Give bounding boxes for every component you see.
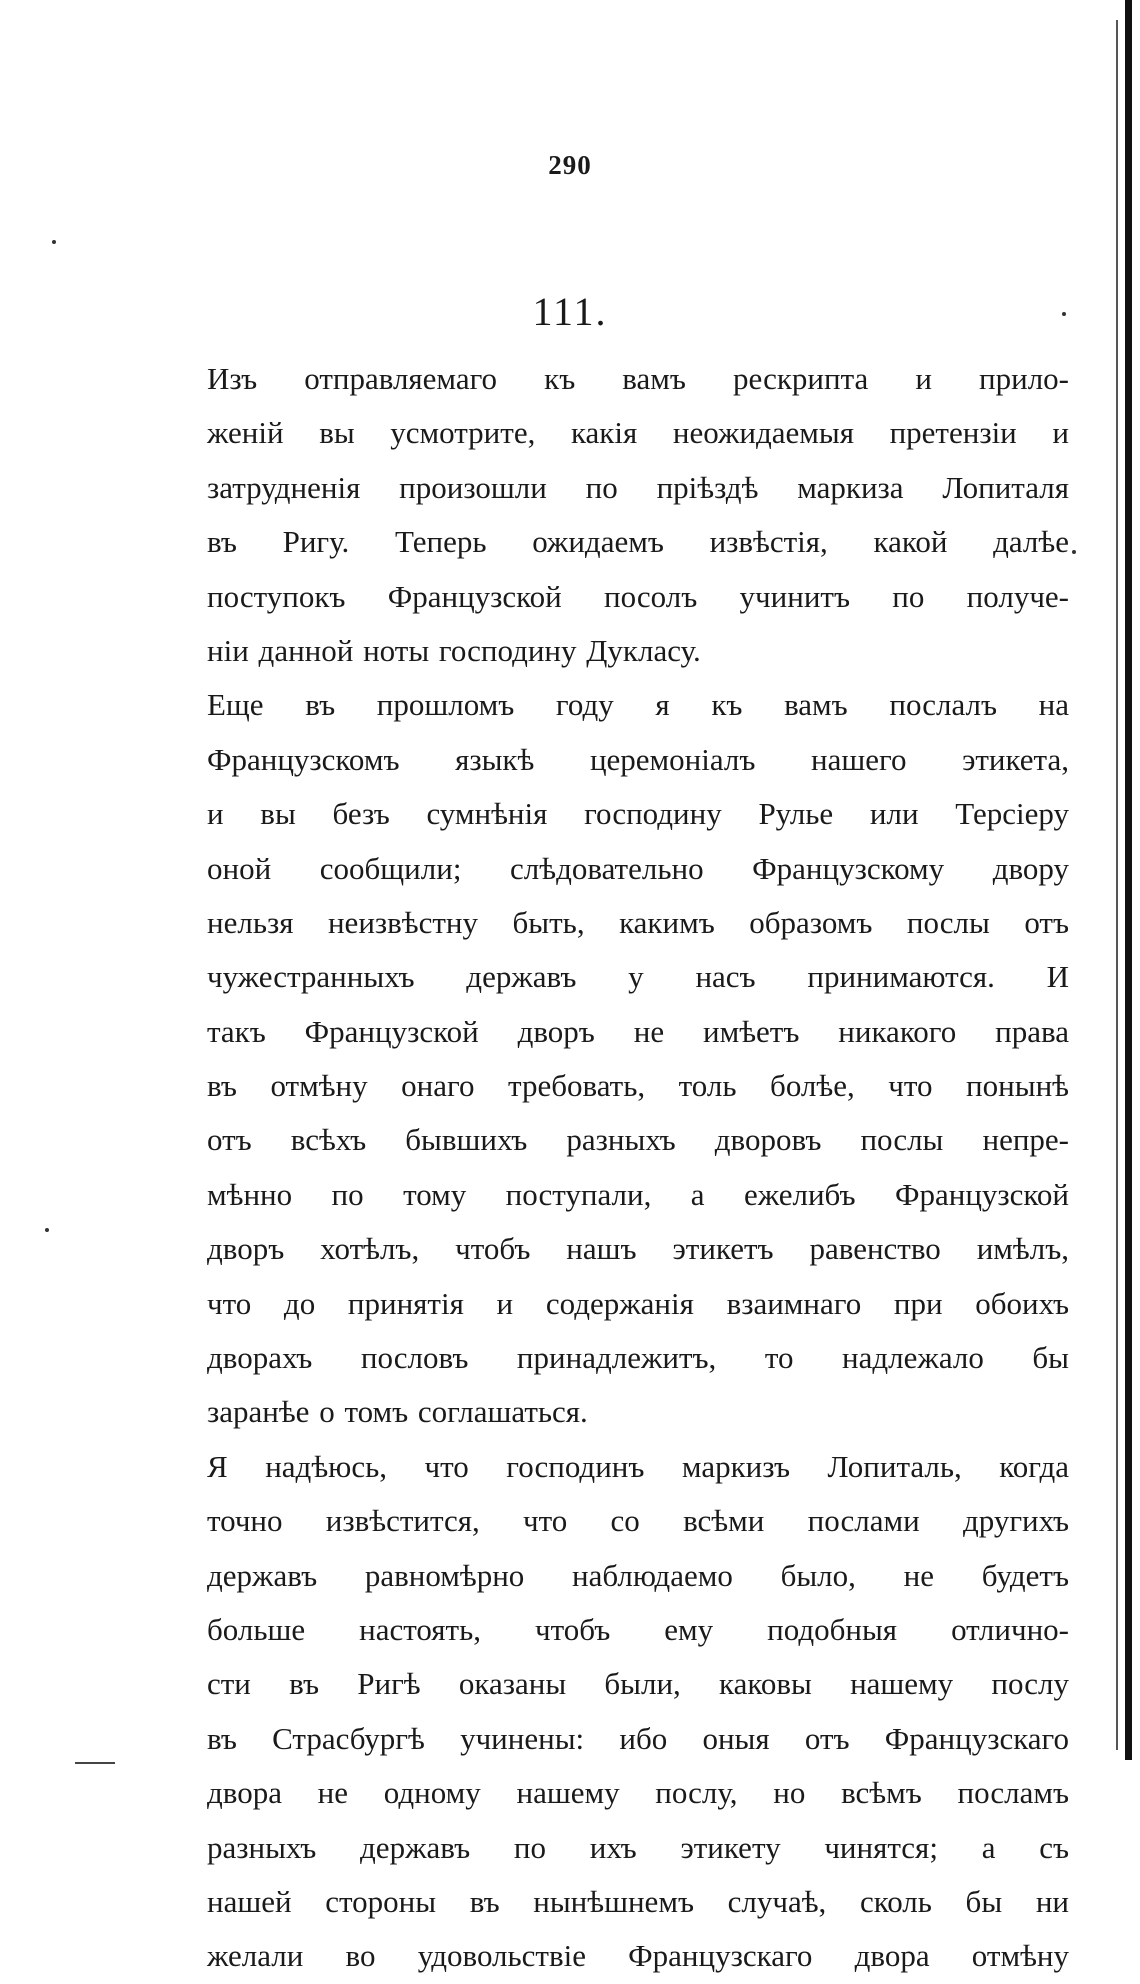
text-line: чужестранныхъ державъ у насъ принимаются. И: [207, 959, 1069, 995]
binding-edge-inner: [1116, 20, 1118, 1750]
text-line: державъ равномѣрно наблюдаемо было, не будетъ: [207, 1557, 1069, 1593]
text-line: разныхъ державъ по ихъ этикету чинятся; а съ: [207, 1829, 1069, 1865]
text-line: желали во удовольствіе Французскаго двора отмѣну: [207, 1938, 1069, 1974]
text-line: Еще въ прошломъ году я къ вамъ послалъ на: [207, 687, 1069, 723]
print-speck: [52, 240, 56, 244]
text-line: Изъ отправляемаго къ вамъ рескрипта и прило-: [207, 361, 1069, 396]
text-line: нельзя неизвѣстну быть, какимъ образомъ послы отъ: [207, 904, 1069, 940]
text-line: поступокъ Французской посолъ учинитъ по получе-: [207, 578, 1069, 614]
page-number: 290: [548, 150, 592, 180]
text-line: затрудненія произошли по пріѣздѣ маркиза Лопиталя: [207, 469, 1069, 505]
text-line: дворъ хотѣлъ, чтобъ нашъ этикетъ равенство имѣлъ,: [207, 1231, 1069, 1267]
print-speck: [1072, 550, 1076, 554]
text-line: въ Страсбургѣ учинены: ибо оныя отъ Французскаго: [207, 1720, 1069, 1756]
text-line: мѣнно по тому поступали, а ежелибъ Французской: [207, 1176, 1069, 1212]
text-line: и вы безъ сумнѣнія господину Рулье или Терсіеру: [207, 796, 1069, 832]
text-line: Я надѣюсь, что господинъ маркизъ Лопиталь, когда: [207, 1448, 1069, 1484]
body-text: [207, 352, 1069, 1984]
bottom-rule: [75, 1762, 115, 1764]
text-line: оной сообщили; слѣдовательно Французскому двору: [207, 850, 1069, 886]
text-line: больше настоять, чтобъ ему подобныя отлично-: [207, 1611, 1069, 1647]
text-line: въ отмѣну онаго требовать, толь болѣе, что понынѣ: [207, 1068, 1069, 1104]
text-line: женій вы усмотрите, какія неожидаемыя претензіи и: [207, 415, 1069, 451]
text-line: ніи данной ноты господину Дукласу.: [207, 632, 701, 668]
text-line: заранѣе о томъ соглашаться.: [207, 1394, 588, 1430]
text-line: Французскомъ языкѣ церемоніалъ нашего этикета,: [207, 741, 1069, 777]
text-line: точно извѣстится, что со всѣми послами другихъ: [207, 1503, 1069, 1539]
text-line: сти въ Ригѣ оказаны были, каковы нашему послу: [207, 1666, 1069, 1702]
section-number: 111.: [532, 289, 608, 334]
text-line: отъ всѣхъ бывшихъ разныхъ дворовъ послы непре-: [207, 1122, 1069, 1158]
print-speck: [45, 1228, 49, 1232]
text-line: такъ Французской дворъ не имѣетъ никакого права: [207, 1013, 1069, 1049]
text-line: дворахъ пословъ принадлежитъ, то надлежало бы: [207, 1340, 1069, 1376]
text-line: что до принятія и содержанія взаимнаго при обоихъ: [207, 1285, 1069, 1321]
text-line: въ Ригу. Теперь ожидаемъ извѣстія, какой далѣе: [207, 524, 1069, 560]
binding-edge: [1125, 0, 1132, 1760]
text-line: нашей стороны въ нынѣшнемъ случаѣ, сколь бы ни: [207, 1883, 1069, 1919]
text-line: двора не одному нашему послу, но всѣмъ посламъ: [207, 1775, 1069, 1811]
